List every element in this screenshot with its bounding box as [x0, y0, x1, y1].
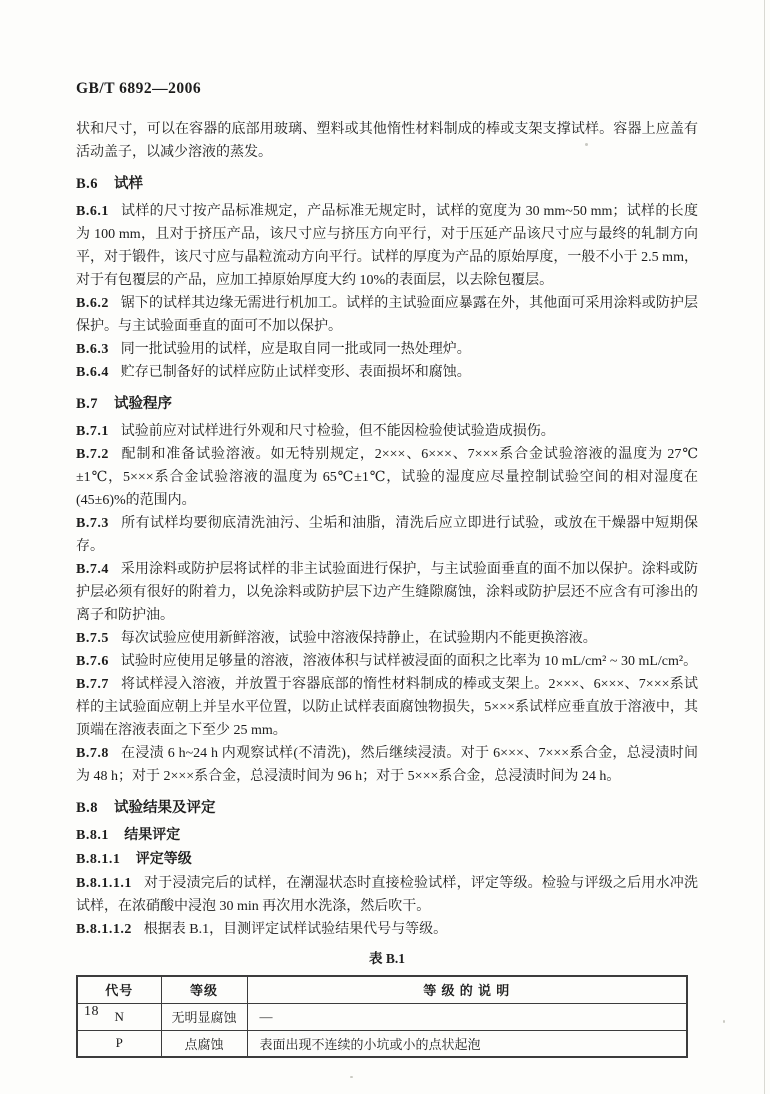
clause-number: B.7.4 — [76, 562, 109, 577]
clause-b7-2 — [76, 443, 698, 512]
section-number: B.6 — [76, 176, 99, 192]
cell-code: P — [77, 1030, 161, 1057]
clause-number: B.6.4 — [76, 365, 109, 380]
section-title: 试验结果及评定 — [113, 800, 216, 816]
scan-edge-line — [764, 0, 765, 1094]
cell-grade: 无明显腐蚀 — [161, 1003, 247, 1030]
clause-number: B.7.8 — [76, 746, 109, 761]
clause-b7-1 — [76, 420, 698, 443]
clause-text: 每次试验应使用新鲜溶液，试验中溶液保持静止，在试验期内不能更换溶液。 — [120, 631, 597, 646]
clause-number: B.7.7 — [76, 677, 109, 692]
clause-number: B.8.1.1.1 — [76, 876, 132, 891]
intro-paragraph: 状和尺寸，可以在容器的底部用玻璃、塑料或其他惰性材料制成的棒或支架支撑试样。容器上应盖有活动盖子，以减少溶液的蒸发。 — [76, 122, 698, 160]
section-title: 试验程序 — [113, 396, 172, 412]
clause-text: 试验时应使用足够量的溶液，溶液体积与试样被浸面的面积之比率为 10 mL/cm² ~ 30 mL/cm²。 — [120, 654, 698, 669]
clause-number: B.6.1 — [76, 204, 109, 219]
clause-text: 配制和准备试验溶液。如无特别规定，2×××、6×××、7×××系合金试验溶液的温度为 27℃±1℃，5×××系合金试验溶液的温度为 65℃±1℃，试验的湿度应尽量控制试验空间的相对湿度在(45±6)%的范围内。 — [76, 447, 698, 508]
clause-b6-1 — [76, 200, 698, 292]
section-number: B.8 — [76, 800, 99, 816]
section-number: B.7 — [76, 396, 99, 412]
clause-text: 试样的尺寸按产品标准规定，产品标准无规定时，试样的宽度为 30 mm~50 mm；试样的长度为 100 mm，且对于挤压产品，该尺寸应与挤压方向平行，对于压延产品该尺寸应与最终的轧制方向平，对于锻件，该尺寸应与晶粒流动方向平行。试样的厚度为产品的原始厚度，一般不小于 2.5 mm，对于有包覆层的产品，应加工掉原始厚度大约 10%的表面层，以去除包覆层。 — [76, 204, 698, 288]
clause-b8-1-1-1 — [76, 872, 698, 918]
clause-b8-1-1-2 — [76, 918, 698, 941]
subsection-b8-1-1-heading — [76, 848, 698, 871]
clause-b6-3 — [76, 338, 698, 361]
clause-number: B.6.2 — [76, 296, 109, 311]
scan-speck — [350, 1076, 353, 1078]
clause-text: 采用涂料或防护层将试样的非主试验面进行保护，与主试验面垂直的面不加以保护。涂料或防护层必须有很好的附着力，以免涂料或防护层下边产生缝隙腐蚀，涂料或防护层还不应含有可渗出的离子和防护油。 — [76, 562, 698, 623]
cell-description: 表面出现不连续的小坑或小的点状起泡 — [247, 1030, 687, 1057]
clause-text: 在浸渍 6 h~24 h 内观察试样(不清洗)，然后继续浸渍。对于 6×××、7×××系合金，总浸渍时间为 48 h；对于 2×××系合金，总浸渍时间为 96 h；对于 5×××系合金，总浸渍时间为 24 h。 — [76, 746, 698, 784]
subsection-title: 评定等级 — [135, 852, 192, 867]
clause-b7-6 — [76, 650, 698, 673]
clause-number: B.7.1 — [76, 424, 109, 439]
cell-code: N — [77, 1003, 161, 1030]
clause-text: 同一批试验用的试样，应是取自同一批或同一热处理炉。 — [120, 342, 471, 357]
subsection-b8-1-heading — [76, 824, 698, 847]
clause-b7-4 — [76, 558, 698, 627]
section-b8-heading — [76, 797, 698, 820]
clause-number: B.6.3 — [76, 342, 109, 357]
cell-grade: 点腐蚀 — [161, 1030, 247, 1057]
subsection-number: B.8.1 — [76, 828, 109, 843]
section-b6-heading — [76, 173, 698, 196]
clause-text: 试验前应对试样进行外观和尺寸检验，但不能因检验使试验造成损伤。 — [120, 424, 555, 439]
clause-text: 所有试样均要彻底清洗油污、尘垢和油脂，清洗后应立即进行试验，或放在干燥器中短期保存。 — [76, 516, 698, 554]
cell-description: — — [247, 1003, 687, 1030]
table-b1 — [76, 975, 688, 1058]
clause-number: B.8.1.1.2 — [76, 922, 132, 937]
scan-speck — [723, 1020, 725, 1023]
section-b7-heading — [76, 393, 698, 416]
page-number: 18 — [84, 1004, 99, 1019]
subsection-number: B.8.1.1 — [76, 852, 121, 867]
clause-b7-8 — [76, 742, 698, 788]
clause-text: 对于浸渍完后的试样，在潮湿状态时直接检验试样，评定等级。检验与评级之后用水冲洗试样，在浓硝酸中浸泡 30 min 再次用水洗涤，然后吹干。 — [76, 876, 698, 914]
clause-text: 锯下的试样其边缘无需进行机加工。试样的主试验面应暴露在外，其他面可采用涂料或防护层保护。与主试验面垂直的面可不加以保护。 — [76, 296, 698, 334]
section-title: 试样 — [113, 176, 143, 192]
subsection-title: 结果评定 — [124, 828, 181, 843]
clause-b6-2 — [76, 292, 698, 338]
clause-b7-5 — [76, 627, 698, 650]
standard-number-header: GB/T 6892—2006 — [76, 80, 202, 97]
clause-number: B.7.2 — [76, 447, 109, 462]
clause-b7-7 — [76, 673, 698, 742]
table-row — [77, 1003, 687, 1030]
clause-b6-4 — [76, 361, 698, 384]
column-header-code: 代号 — [77, 976, 161, 1003]
column-header-description: 等 级 的 说 明 — [247, 976, 687, 1003]
clause-text: 将试样浸入溶液，并放置于容器底部的惰性材料制成的棒或支架上。2×××、6×××、7×××系试样的主试验面应朝上并呈水平位置，以防止试样表面腐蚀物损失，5×××系试样应垂直放于溶液中，其顶端在溶液表面之下至少 25 mm。 — [76, 677, 698, 738]
column-header-grade: 等级 — [161, 976, 247, 1003]
clause-text: 贮存已制备好的试样应防止试样变形、表面损坏和腐蚀。 — [120, 365, 471, 380]
clause-number: B.7.6 — [76, 654, 109, 669]
page-content — [76, 80, 698, 1058]
table-row — [77, 1030, 687, 1057]
table-header-row — [77, 976, 687, 1003]
table-b1-caption: 表 B.1 — [368, 951, 405, 966]
clause-number: B.7.5 — [76, 631, 109, 646]
clause-b7-3 — [76, 512, 698, 558]
clause-text: 根据表 B.1，目测评定试样试验结果代号与等级。 — [143, 922, 448, 937]
clause-number: B.7.3 — [76, 516, 109, 531]
